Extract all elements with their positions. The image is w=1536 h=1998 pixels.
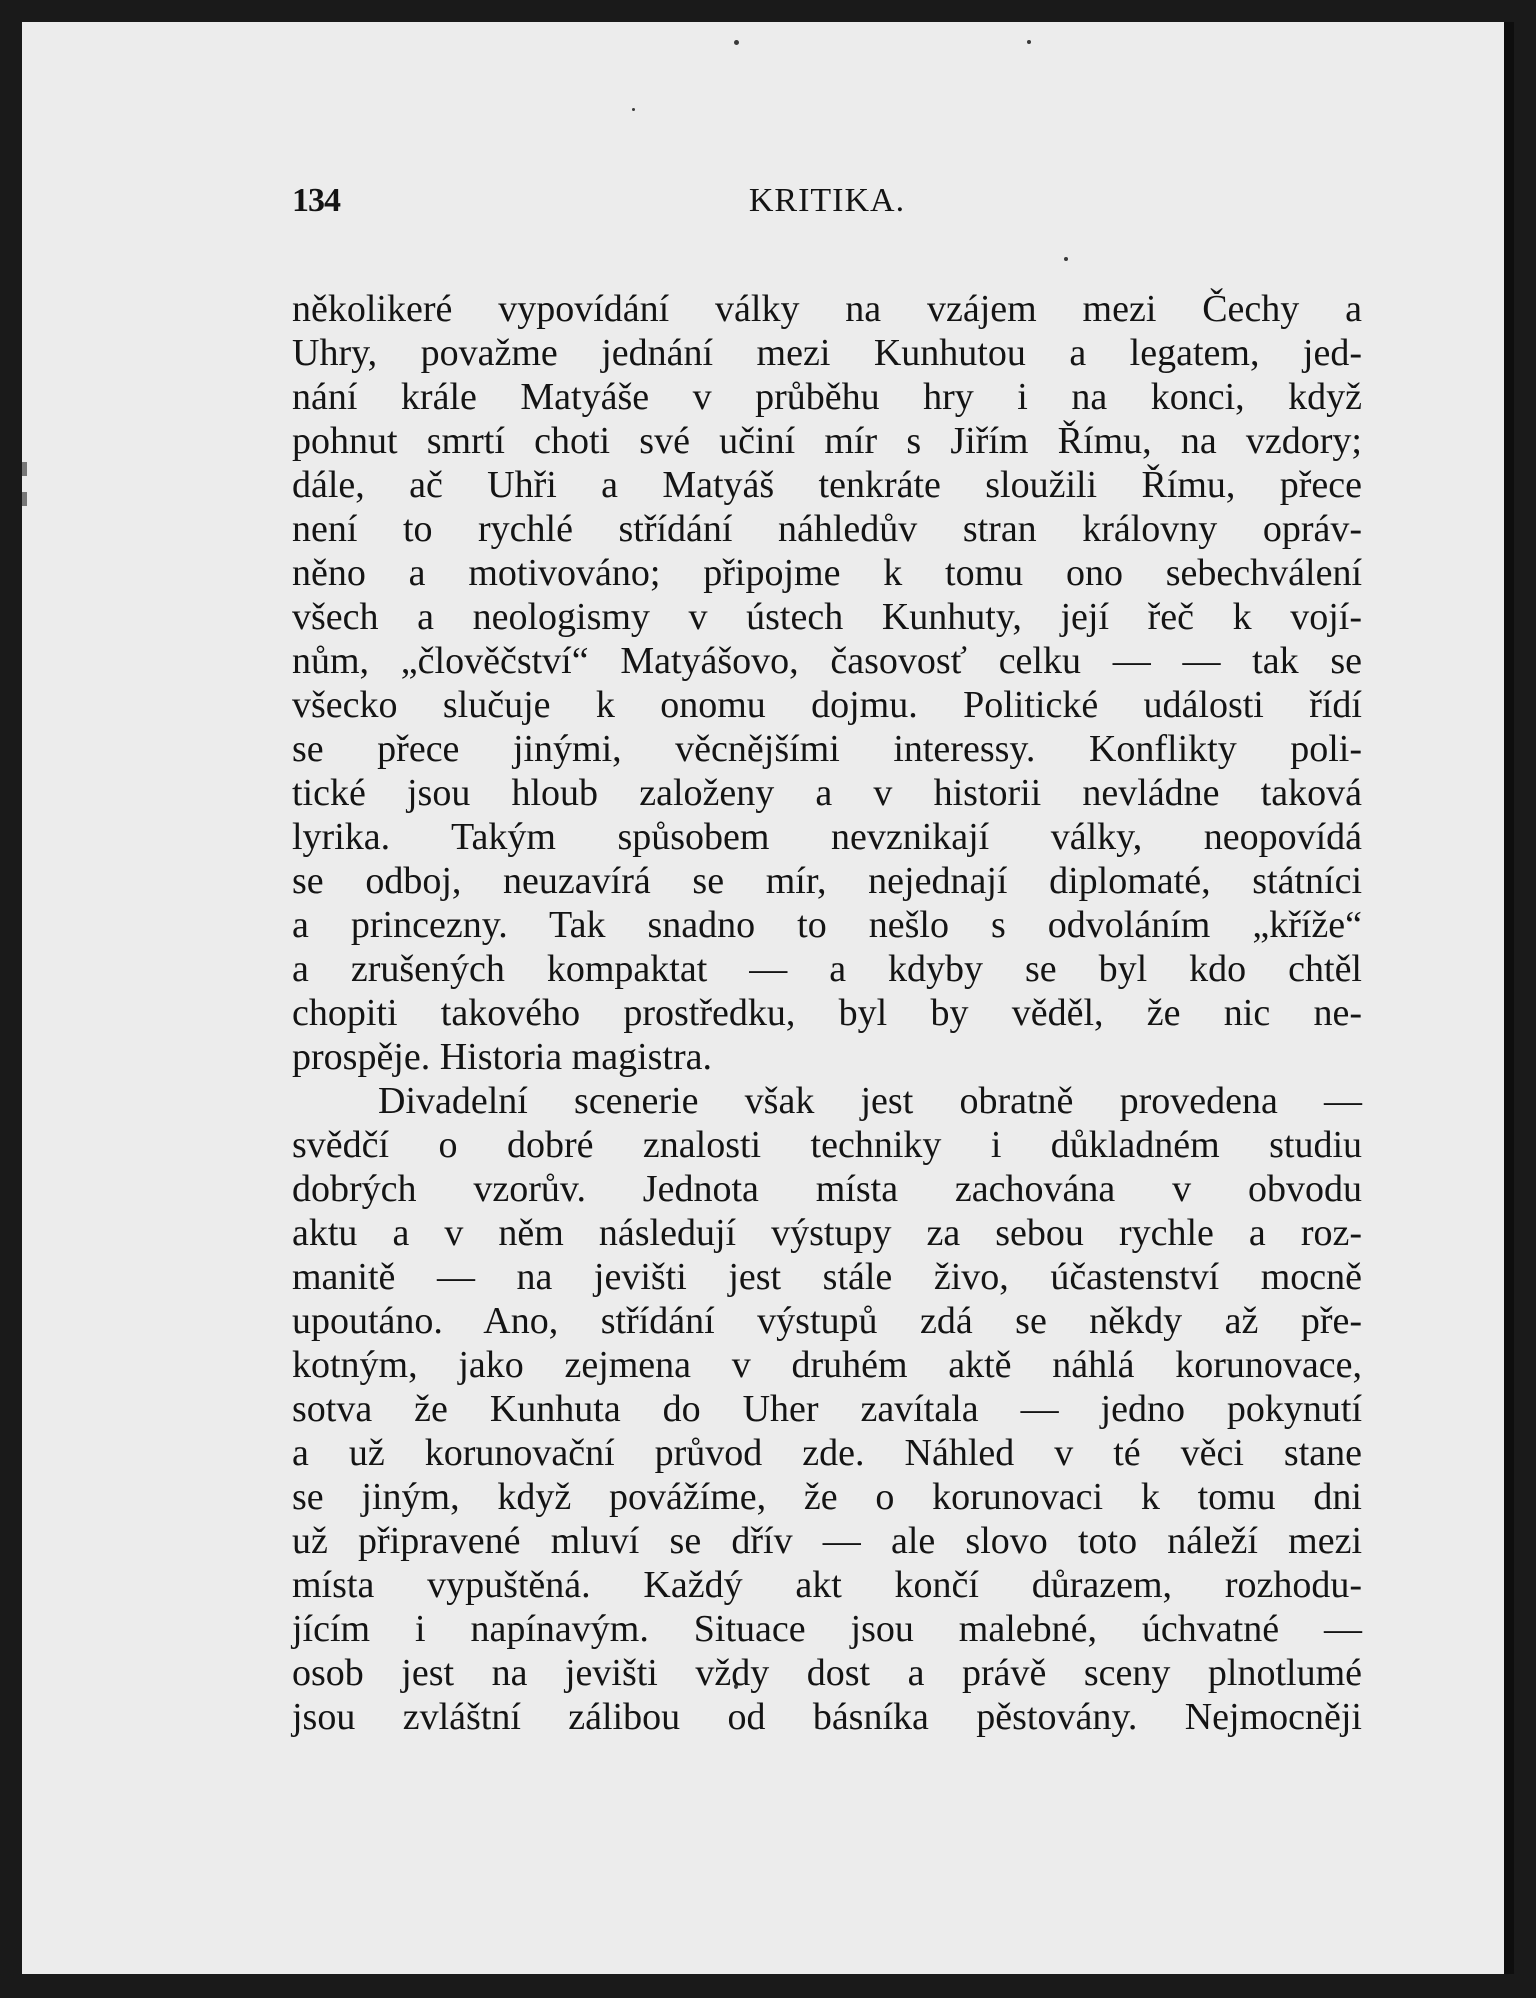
text-line: svědčí o dobré znalosti techniky i důkladném studiu: [292, 1124, 1362, 1166]
page-number: 134: [292, 182, 340, 219]
text-line: se přece jinými, věcnějšími interessy. Konflikty poli-: [292, 728, 1362, 770]
text-line: Uhry, považme jednání mezi Kunhutou a legatem, jed-: [292, 332, 1362, 374]
text-line: pohnut smrtí choti své učiní mír s Jiřím Římu, na vzdory;: [292, 420, 1362, 462]
text-line: nům, „člověčství“ Matyášovo, časovosť celku — — tak se: [292, 640, 1362, 682]
text-line: aktu a v něm následují výstupy za sebou rychle a roz-: [292, 1212, 1362, 1254]
text-line: dobrých vzorův. Jednota místa zachována v obvodu: [292, 1168, 1362, 1210]
text-line: jícím i napínavým. Situace jsou malebné, úchvatné —: [292, 1608, 1362, 1650]
running-head: KRITIKA.: [748, 182, 906, 219]
scan-speck: [1064, 257, 1068, 261]
text-line: místa vypuštěná. Každý akt končí důrazem, rozhodu-: [292, 1564, 1362, 1606]
text-line: jsou zvláštní zálibou od básníka pěstovány. Nejmocněji: [292, 1696, 1362, 1738]
text-line: osob jest na jevišti vždy dost a právě sceny plnotlumé: [292, 1652, 1362, 1694]
text-line: sotva že Kunhuta do Uher zavítala — jedno pokynutí: [292, 1388, 1362, 1430]
text-line: dále, ač Uhři a Matyáš tenkráte sloužili Římu, přece: [292, 464, 1362, 506]
edge-mark: [22, 462, 27, 476]
text-line: lyrika. Takým spůsobem nevznikají války, neopovídá: [292, 816, 1362, 858]
text-line: nání krále Matyáše v průběhu hry i na konci, když: [292, 376, 1362, 418]
text-line: prospěje. Historia magistra.: [292, 1036, 713, 1078]
text-line: se odboj, neuzavírá se mír, nejednají diplomaté, státníci: [292, 860, 1362, 902]
scan-border: [1504, 22, 1514, 1974]
book-page: [22, 22, 1514, 1974]
text-line: už připravené mluví se dřív — ale slovo toto náleží mezi: [292, 1520, 1362, 1562]
text-line: všech a neologismy v ústech Kunhuty, její řeč k vojí-: [292, 596, 1362, 638]
text-line: chopiti takového prostředku, byl by věděl, že nic ne-: [292, 992, 1362, 1034]
text-line: tické jsou hloub založeny a v historii nevládne taková: [292, 772, 1362, 814]
page-header: [292, 182, 1362, 232]
scan-speck: [1027, 40, 1031, 44]
text-line: a už korunovační průvod zde. Náhled v té věci stane: [292, 1432, 1362, 1474]
text-line: několikeré vypovídání války na vzájem mezi Čechy a: [292, 288, 1362, 330]
text-line: a princezny. Tak snadno to nešlo s odvoláním „kříže“: [292, 904, 1362, 946]
text-line: a zrušených kompaktat — a kdyby se byl kdo chtěl: [292, 948, 1362, 990]
text-line: upoutáno. Ano, střídání výstupů zdá se někdy až pře-: [292, 1300, 1362, 1342]
text-line: není to rychlé střídání náhledův stran královny opráv-: [292, 508, 1362, 550]
text-line: se jiným, když povážíme, že o korunovaci k tomu dni: [292, 1476, 1362, 1518]
text-line: manitě — na jevišti jest stále živo, účastenství mocně: [292, 1256, 1362, 1298]
text-line: něno a motivováno; připojme k tomu ono sebechválení: [292, 552, 1362, 594]
text-line: všecko slučuje k onomu dojmu. Politické události řídí: [292, 684, 1362, 726]
text-line: kotným, jako zejmena v druhém aktě náhlá korunovace,: [292, 1344, 1362, 1386]
scan-speck: [632, 108, 635, 111]
body-text: [292, 287, 1362, 1739]
edge-mark: [22, 492, 27, 506]
scan-speck: [734, 40, 739, 45]
text-line: Divadelní scenerie však jest obratně provedena —: [378, 1080, 1362, 1122]
